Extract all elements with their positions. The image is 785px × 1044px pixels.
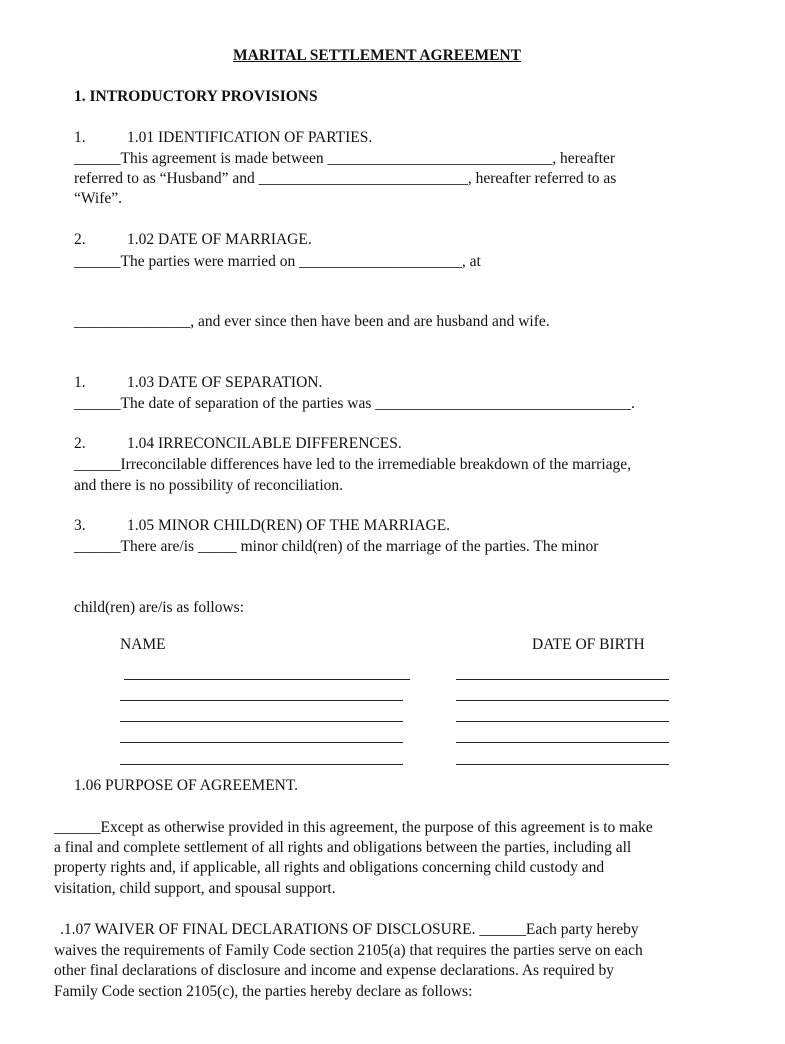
child-dob-blank[interactable] [456, 742, 669, 743]
paragraph-line: property rights and, if applicable, all rights and obligations concerning child custody and [54, 859, 605, 876]
item-number: 3. [74, 517, 86, 534]
paragraph-line: ______There are/is _____ minor child(ren) of the marriage of the parties. The minor [74, 538, 599, 555]
item-number: 1. [74, 374, 86, 391]
paragraph-line: ______Irreconcilable differences have led to the irremediable breakdown of the marriage, [74, 456, 632, 473]
child-name-blank[interactable] [120, 764, 403, 765]
item-number: 2. [74, 435, 86, 452]
item-heading: 1.03 DATE OF SEPARATION. [127, 374, 323, 391]
paragraph-line: ______This agreement is made between _____________________________, hereafter [74, 150, 616, 167]
paragraph-line: a final and complete settlement of all rights and obligations between the parties, including all [54, 839, 632, 856]
child-name-blank[interactable] [120, 700, 403, 701]
paragraph-line: and there is no possibility of reconciliation. [74, 477, 344, 494]
child-name-blank[interactable] [120, 721, 403, 722]
paragraph-line: .1.07 WAIVER OF FINAL DECLARATIONS OF DISCLOSURE. ______Each party hereby [60, 921, 639, 938]
child-dob-blank[interactable] [456, 679, 669, 680]
child-dob-blank[interactable] [456, 764, 669, 765]
document-title: MARITAL SETTLEMENT AGREEMENT [233, 47, 521, 64]
paragraph-line: child(ren) are/is as follows: [74, 599, 245, 616]
children-table-header-name: NAME [120, 636, 166, 653]
child-dob-blank[interactable] [456, 721, 669, 722]
item-heading: 1.05 MINOR CHILD(REN) OF THE MARRIAGE. [127, 517, 451, 534]
item-heading: 1.06 PURPOSE OF AGREEMENT. [74, 777, 299, 794]
child-dob-blank[interactable] [456, 700, 669, 701]
section-heading-introductory: 1. INTRODUCTORY PROVISIONS [74, 88, 318, 105]
paragraph-line: “Wife”. [74, 190, 122, 207]
paragraph-line: ______The date of separation of the parties was _________________________________. [74, 395, 635, 412]
item-number: 1. [74, 129, 86, 146]
item-heading: 1.01 IDENTIFICATION OF PARTIES. [127, 129, 373, 146]
paragraph-line: ______The parties were married on _____________________, at [74, 253, 481, 270]
paragraph-line: other final declarations of disclosure and income and expense declarations. As required by [54, 962, 614, 979]
child-name-blank[interactable] [120, 742, 403, 743]
item-number: 2. [74, 231, 86, 248]
paragraph-line: Family Code section 2105(c), the parties hereby declare as follows: [54, 983, 473, 1000]
paragraph-line: visitation, child support, and spousal support. [54, 880, 336, 897]
paragraph-line: waives the requirements of Family Code section 2105(a) that requires the parties serve on each [54, 942, 643, 959]
item-heading: 1.02 DATE OF MARRIAGE. [127, 231, 312, 248]
paragraph-line: _______________, and ever since then have been and are husband and wife. [74, 313, 550, 330]
children-table-header-dob: DATE OF BIRTH [532, 636, 645, 653]
item-heading: 1.04 IRRECONCILABLE DIFFERENCES. [127, 435, 402, 452]
paragraph-line: ______Except as otherwise provided in this agreement, the purpose of this agreement is to make [54, 819, 653, 836]
child-name-blank[interactable] [124, 679, 410, 680]
paragraph-line: referred to as “Husband” and ___________________________, hereafter referred to as [74, 170, 617, 187]
